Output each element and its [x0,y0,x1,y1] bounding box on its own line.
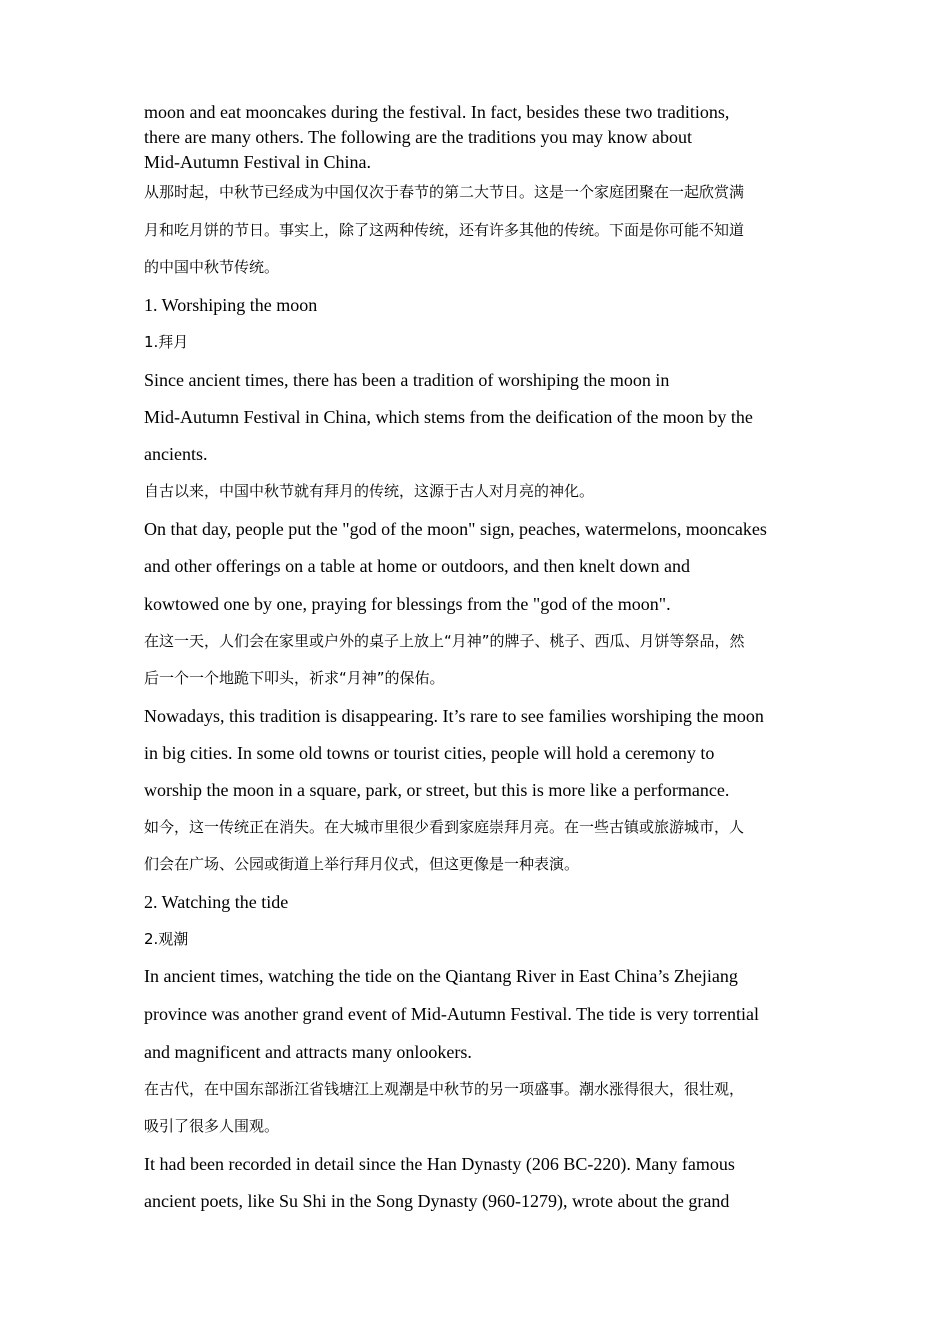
text-line: Mid-Autumn Festival in China, which stems from the deification of the moon by the [144,407,753,427]
section-heading: 1.拜月 [144,333,189,351]
section-heading: 2.观潮 [144,930,189,948]
text-line: and magnificent and attracts many onlookers. [144,1042,472,1062]
text-line: ancient poets, like Su Shi in the Song Dynasty (960-1279), wrote about the grand [144,1191,730,1211]
text-line: there are many others. The following are the traditions you may know about [144,127,693,147]
text-line: moon and eat mooncakes during the festival. In fact, besides these two traditions, [144,102,730,122]
text-line: 吸引了很多人围观。 [144,1117,280,1135]
text-line: 在古代，在中国东部浙江省钱塘江上观潮是中秋节的另一项盛事。潮水涨得很大，很壮观， [144,1080,745,1098]
text-line: On that day, people put the "god of the moon" sign, peaches, watermelons, mooncakes [144,519,767,539]
text-line: Mid-Autumn Festival in China. [144,152,371,172]
text-line: 们会在广场、公园或街道上举行拜月仪式，但这更像是一种表演。 [144,855,580,873]
text-line: and other offerings on a table at home or outdoors, and then knelt down and [144,556,691,576]
text-line: Nowadays, this tradition is disappearing. It’s rare to see families worshiping the moon [144,706,764,726]
text-line: ancients. [144,444,208,464]
text-line: in big cities. In some old towns or tourist cities, people will hold a ceremony to [144,743,715,763]
text-line: In ancient times, watching the tide on the Qiantang River in East China’s Zhejiang [144,966,738,986]
text-line: It had been recorded in detail since the Han Dynasty (206 BC-220). Many famous [144,1154,735,1174]
text-line: Since ancient times, there has been a tradition of worshiping the moon in [144,370,670,390]
text-line: 自古以来，中国中秋节就有拜月的传统，这源于古人对月亮的神化。 [144,482,595,500]
text-line: province was another grand event of Mid-Autumn Festival. The tide is very torrential [144,1004,760,1024]
text-line: worship the moon in a square, park, or street, but this is more like a performance. [144,780,730,800]
text-line: 的中国中秋节传统。 [144,258,280,276]
section-heading: 1. Worshiping the moon [144,295,318,315]
text-line: 在这一天，人们会在家里或户外的桌子上放上“月神”的牌子、桃子、西瓜、月饼等祭品，然 [144,632,745,650]
text-line: 后一个一个地跪下叩头，祈求“月神”的保佑。 [144,669,445,687]
section-heading: 2. Watching the tide [144,892,289,912]
text-line: 如今，这一传统正在消失。在大城市里很少看到家庭崇拜月亮。在一些古镇或旅游城市，人 [144,818,745,836]
text-line: 月和吃月饼的节日。事实上，除了这两种传统，还有许多其他的传统。下面是你可能不知道 [144,221,745,239]
text-line: 从那时起，中秋节已经成为中国仅次于春节的第二大节日。这是一个家庭团聚在一起欣赏满 [144,183,745,201]
text-line: kowtowed one by one, praying for blessings from the "god of the moon". [144,594,671,614]
